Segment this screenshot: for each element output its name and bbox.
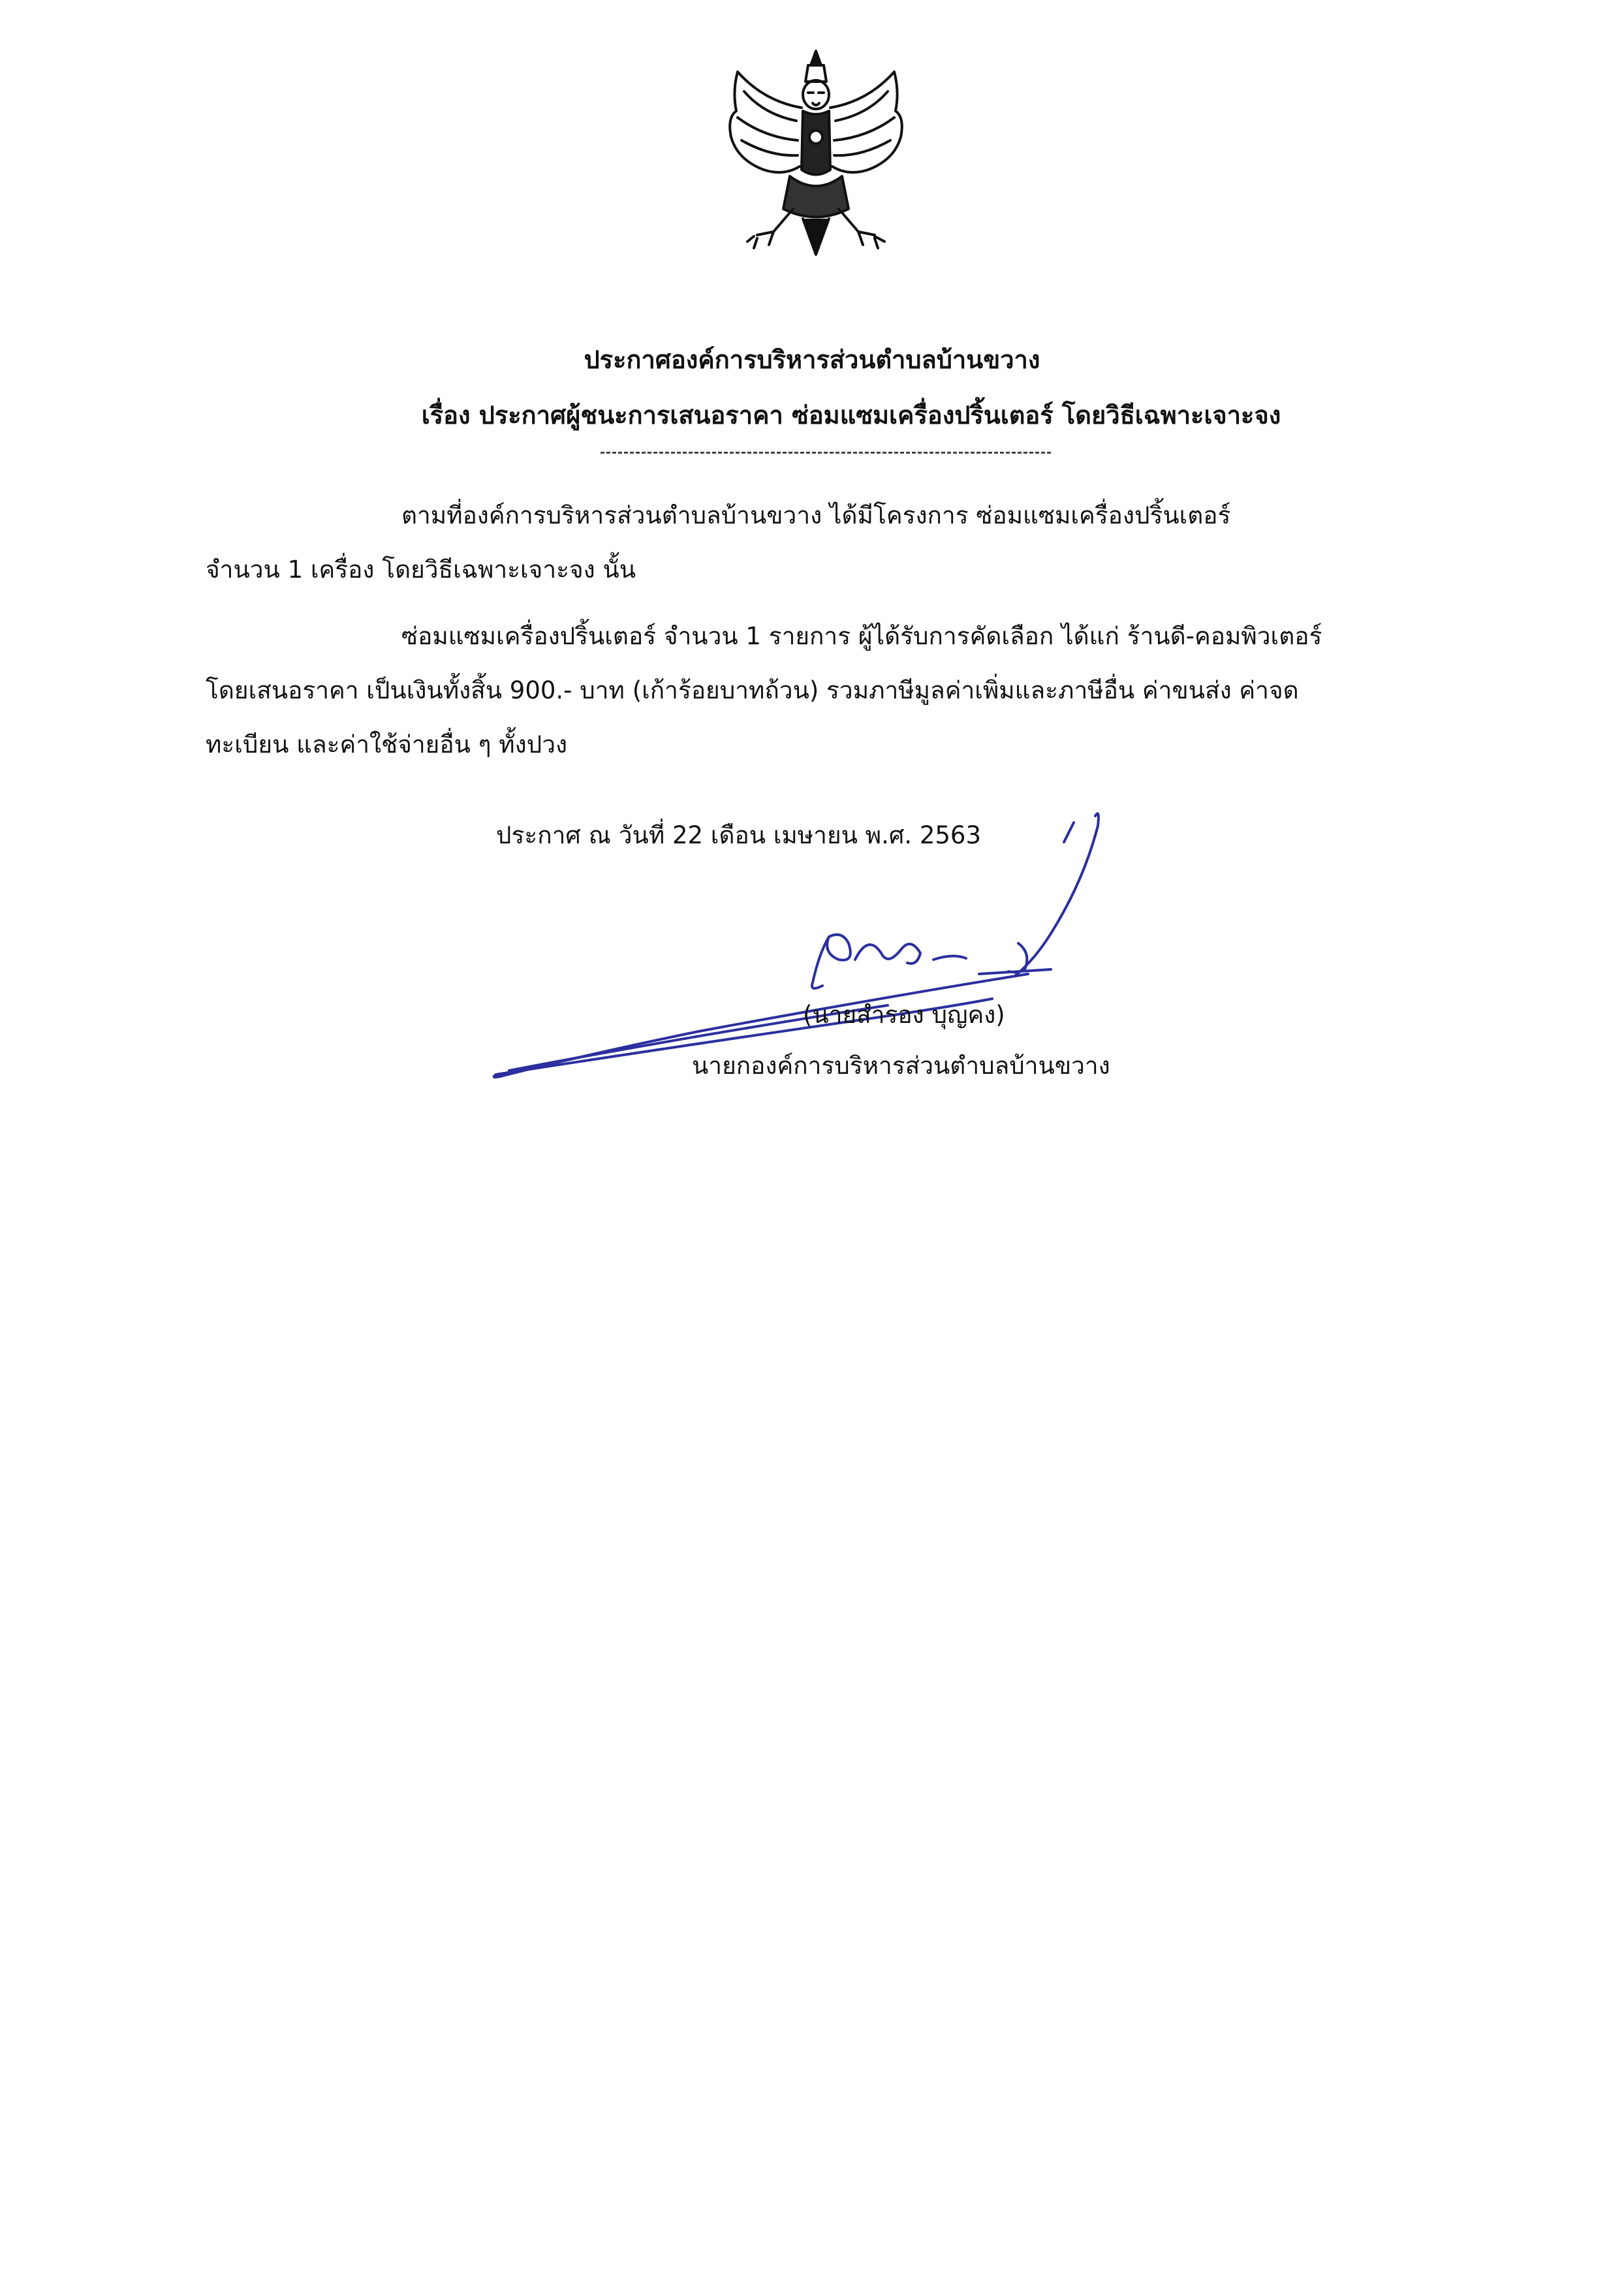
announcement-date: ประกาศ ณ วันที่ 22 เดือน เมษายน พ.ศ. 2563: [496, 821, 982, 849]
body-paragraph-1-line-2: จำนวน 1 เครื่อง โดยวิธีเฉพาะเจาะจง นั้น: [206, 556, 636, 584]
body-paragraph-2-line-2: โดยเสนอราคา เป็นเงินทั้งสิ้น 900.- บาท (เก้าร้อยบาทถ้วน) รวมภาษีมูลค่าเพิ่มและภาษีอื่น ค่าขนส่ง ค่าจด: [206, 676, 1299, 704]
body-paragraph-1-line-1: ตามที่องค์การบริหารส่วนตำบลบ้านขวาง ได้มีโครงการ ซ่อมแซมเครื่องปริ้นเตอร์: [401, 501, 1231, 529]
garuda-emblem-icon: [718, 46, 914, 261]
body-paragraph-2-line-1: ซ่อมแซมเครื่องปริ้นเตอร์ จำนวน 1 รายการ ผู้ได้รับการคัดเลือก ได้แก่ ร้านดี-คอมพิวเตอร์: [401, 622, 1322, 650]
body-paragraph-2-line-3: ทะเบียน และค่าใช้จ่ายอื่น ๆ ทั้งปวง: [206, 730, 568, 759]
signatory-name: (นายสำรอง บุญคง): [803, 1001, 1005, 1029]
signatory-title: นายกองค์การบริหารส่วนตำบลบ้านขวาง: [692, 1052, 1110, 1080]
announcement-subject: เรื่อง ประกาศผู้ชนะการเสนอราคา ซ่อมแซมเครื่องปริ้นเตอร์ โดยวิธีเฉพาะเจาะจง: [421, 401, 1281, 430]
heading-divider: [601, 452, 1051, 454]
announcement-heading: ประกาศองค์การบริหารส่วนตำบลบ้านขวาง: [584, 345, 1040, 374]
